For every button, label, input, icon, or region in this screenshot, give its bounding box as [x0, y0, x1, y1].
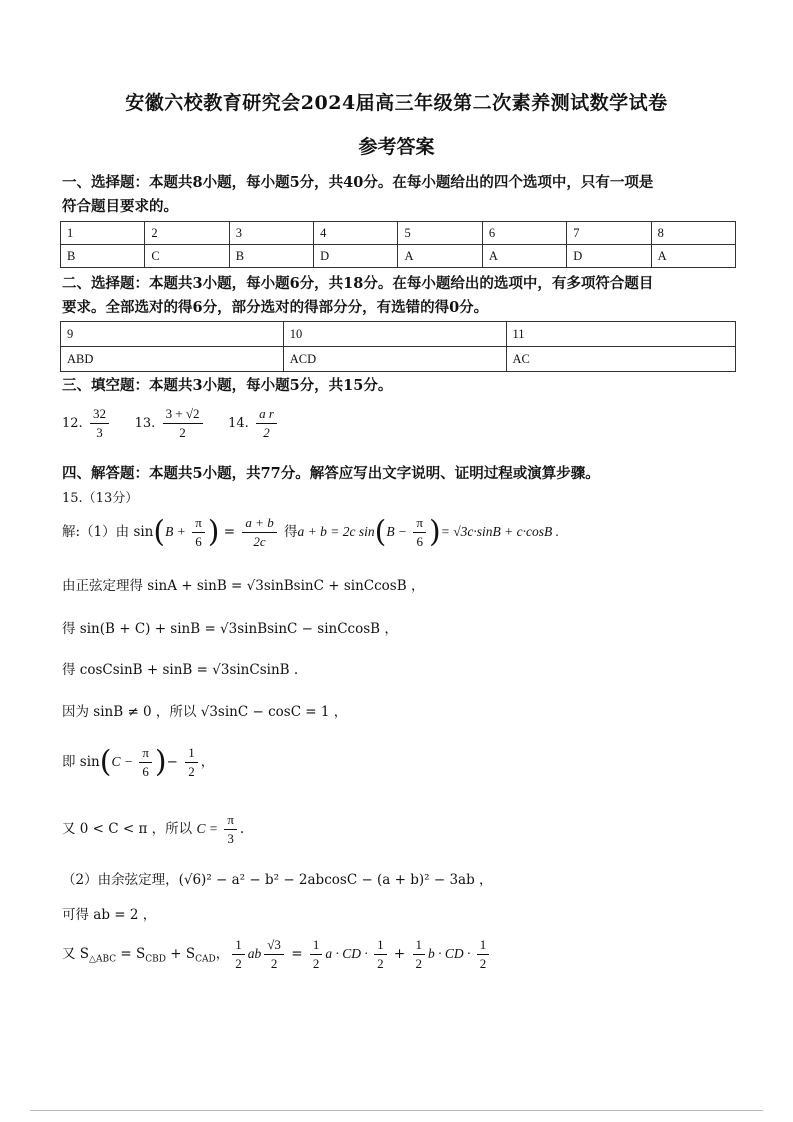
pi-over-6-fraction [413, 515, 426, 550]
fraction-numerator: π [413, 515, 426, 533]
table-cell: 6 [482, 222, 566, 245]
subscript: CBD [145, 954, 167, 965]
table-row-answers [61, 245, 736, 268]
table-cell: ABD [61, 347, 284, 372]
table-cell: D [314, 245, 398, 268]
fraction-denominator: 2 [377, 956, 384, 971]
fraction-denominator: 6 [416, 534, 423, 549]
fraction-denominator: 3 [227, 831, 234, 846]
math-expression: a + b = 2c sin [297, 524, 375, 539]
table-cell: A [651, 245, 735, 268]
page-title: 安徽六校教育研究会2024届高三年级第二次素养测试数学试卷 [125, 92, 668, 114]
fraction-numerator: 1 [232, 937, 245, 955]
math-inner: C − [111, 754, 137, 769]
answer-12-fraction [90, 406, 109, 441]
section-3-heading: 三、填空题：本题共3小题，每小题5分，共15分。 [62, 377, 393, 394]
fraction-numerator: π [139, 745, 152, 763]
table-cell: 7 [567, 222, 651, 245]
math-expression: a · CD · [325, 946, 372, 961]
table-cell: 4 [314, 222, 398, 245]
fraction-denominator: 3 [96, 425, 103, 440]
solution-line-6 [62, 745, 214, 780]
solution-line-2: 由正弦定理得 sinA + sinB = √3sinBsinC + sinCcosB ， [62, 578, 425, 594]
table-cell: 3 [229, 222, 313, 245]
fraction-denominator: 2 [415, 956, 422, 971]
section-4-heading: 四、解答题：本题共5小题，共77分。解答应写出文字说明、证明过程或演算步骤。 [62, 465, 600, 482]
one-half-fraction [232, 937, 245, 972]
subscript: CAD [195, 954, 216, 965]
fraction-denominator: 2 [479, 956, 487, 971]
section-2-answer-table [60, 321, 736, 372]
fraction-numerator: a + b [242, 515, 276, 533]
solution-line-8: （2）由余弦定理，(√6)² − a² − b² − 2abcosC − (a + b)² − 3ab ， [62, 872, 493, 888]
solution-line-5: 因为 sinB ≠ 0 ，所以 √3sinC − cosC = 1 ， [62, 704, 348, 720]
right-paren: ) [207, 514, 220, 550]
math-expression: = √3c·sinB + c·cosB . [440, 524, 559, 539]
math-area-symbol: + S [166, 946, 196, 962]
one-half-fraction [374, 937, 387, 972]
math-area-symbol: 又 S [62, 946, 90, 962]
solution-text: ， [215, 946, 230, 962]
table-cell: AC [506, 347, 736, 372]
solution-text: 解:（1）由 [62, 524, 130, 540]
fraction-numerator: 1 [374, 937, 387, 955]
pi-over-6-fraction [192, 515, 205, 550]
section-1-heading [62, 171, 742, 219]
fraction-denominator: 2 [235, 956, 242, 971]
pi-over-3-fraction [224, 812, 237, 847]
fraction-numerator: 1 [413, 937, 426, 955]
solution-text: 又 0 < C < π ，所以 [62, 821, 193, 837]
answer-12-label: 12. [62, 416, 83, 431]
a-plus-b-over-2c-fraction [242, 515, 276, 550]
right-paren: ) [154, 744, 167, 780]
fraction-denominator: 6 [195, 534, 202, 549]
solution-text: 得 [284, 524, 298, 540]
math-sin: sin [133, 524, 154, 540]
math-sin: sin [79, 754, 100, 770]
answer-13-label: 13. [134, 416, 156, 431]
one-half-fraction [185, 745, 198, 780]
section-2-line-1: 二、选择题：本题共3小题，每小题6分，共18分。在每小题给出的选项中，有多项符合题目 [62, 275, 654, 292]
solution-line-3: 得 sin(B + C) + sinB = √3sinBsinC − sinCcosB ， [62, 621, 398, 637]
table-cell: 2 [145, 222, 229, 245]
solution-line-9: 可得 ab = 2 ， [62, 907, 157, 923]
pi-over-6-fraction [139, 745, 152, 780]
solution-text: ， [200, 754, 215, 770]
equals-sign: = [219, 524, 240, 540]
fraction-numerator: 1 [185, 745, 198, 763]
section-1-line-2: 符合题目要求的。 [62, 198, 178, 215]
table-cell: D [567, 245, 651, 268]
left-paren: ( [99, 744, 112, 780]
sqrt3-over-2-fraction [264, 937, 284, 972]
fraction-denominator: 2 [263, 425, 270, 440]
right-paren: ) [429, 514, 441, 550]
table-cell: A [398, 245, 482, 268]
fraction-numerator: 32 [90, 406, 109, 424]
left-paren: ( [153, 514, 166, 550]
fraction-numerator: 1 [477, 937, 490, 955]
section-1-line-1: 一、选择题：本题共8小题，每小题5分，共40分。在每小题给出的四个选项中，只有一项是 [62, 174, 654, 191]
fraction-denominator: 2c [253, 534, 266, 549]
table-cell: B [61, 245, 145, 268]
table-cell: A [482, 245, 566, 268]
section-2-heading [62, 272, 742, 320]
fraction-denominator: 2 [188, 764, 195, 779]
table-cell: ACD [283, 347, 506, 372]
solution-line-10 [62, 937, 492, 972]
table-cell: 10 [283, 322, 506, 347]
table-cell: 9 [61, 322, 284, 347]
table-cell: 8 [651, 222, 735, 245]
problem-15-heading: 15.（13分） [62, 491, 139, 506]
table-cell: C [145, 245, 229, 268]
math-inner: B − [386, 524, 411, 539]
solution-text: . [239, 821, 245, 837]
table-cell: B [229, 245, 313, 268]
fraction-numerator: π [224, 812, 237, 830]
one-half-fraction [477, 937, 490, 972]
fraction-numerator: a r [256, 406, 277, 424]
fraction-denominator: 2 [179, 425, 186, 440]
fraction-numerator: π [192, 515, 205, 533]
fill-in-answers [62, 406, 280, 441]
solution-line-7 [62, 812, 244, 847]
fraction-denominator: 2 [312, 956, 320, 971]
math-expression: ab [247, 946, 262, 961]
solution-line-4: 得 cosCsinB + sinB = √3sinCsinB . [62, 662, 299, 678]
math-area-symbol: = S [116, 946, 146, 962]
fraction-numerator: 3 + √2 [163, 406, 203, 424]
subscript: △ABC [89, 954, 117, 965]
table-cell: 11 [506, 322, 736, 347]
minus-sign: − [166, 754, 183, 770]
fraction-numerator: 1 [310, 937, 323, 955]
fraction-denominator: 2 [270, 956, 278, 971]
one-half-fraction [310, 937, 323, 972]
table-row-numbers [61, 222, 736, 245]
solution-text: 即 [62, 754, 76, 770]
page-bottom-divider [30, 1110, 763, 1111]
table-cell: 1 [61, 222, 145, 245]
left-paren: ( [374, 514, 387, 550]
math-expression: C = [196, 821, 222, 836]
page-subtitle: 参考答案 [358, 136, 435, 158]
equals-sign: = [286, 946, 307, 962]
answer-14-label: 14. [228, 416, 249, 431]
table-row-numbers [61, 322, 736, 347]
one-half-fraction [413, 937, 426, 972]
section-2-line-2: 要求。全部选对的得6分，部分选对的得部分分，有选错的得0分。 [62, 299, 489, 316]
plus-sign: + [389, 946, 410, 962]
math-expression: b · CD · [428, 946, 474, 961]
answer-13-fraction [163, 406, 203, 441]
fraction-denominator: 6 [142, 764, 149, 779]
section-1-answer-table [60, 221, 736, 268]
fraction-numerator: √3 [264, 937, 284, 955]
math-inner: B + [165, 524, 190, 539]
table-row-answers [61, 347, 736, 372]
table-cell: 5 [398, 222, 482, 245]
solution-line-1 [62, 515, 559, 550]
answer-14-fraction [256, 406, 277, 441]
